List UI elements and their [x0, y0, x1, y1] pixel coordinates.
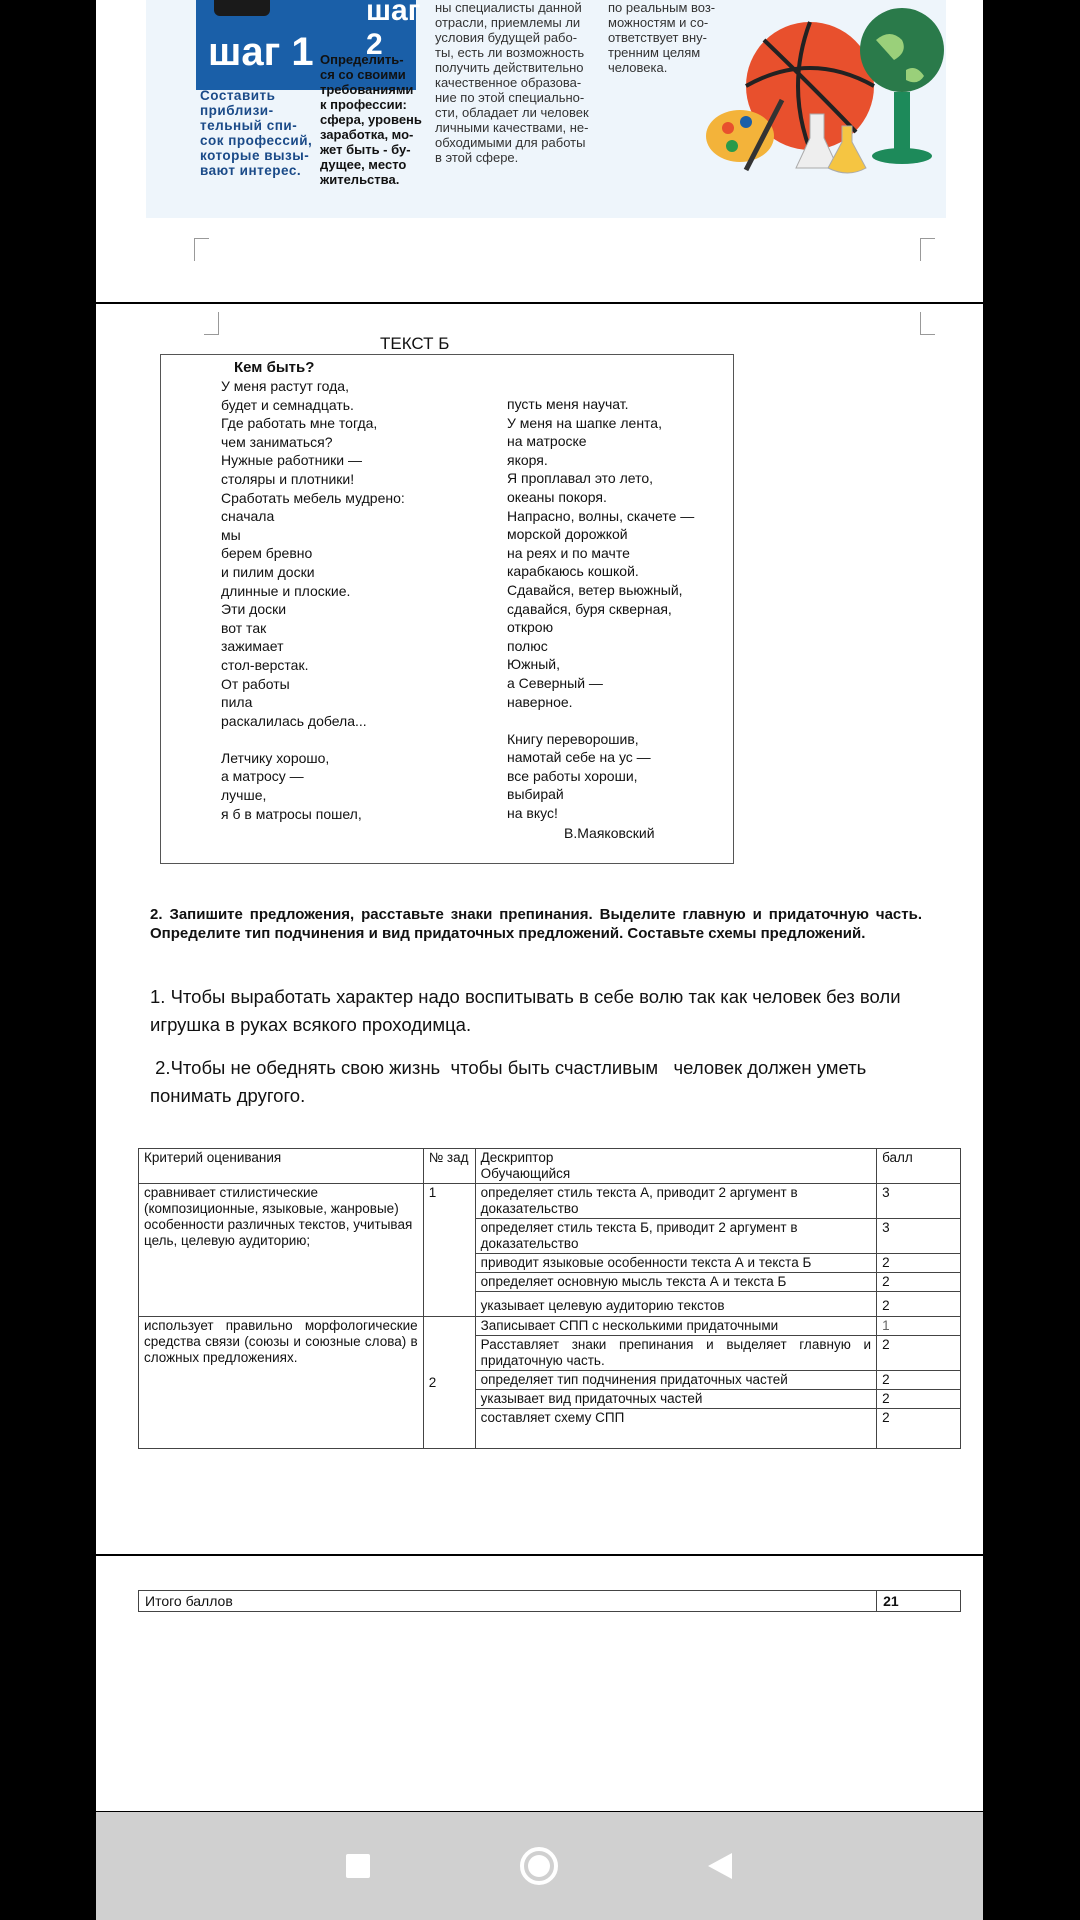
score-cell: 3 [877, 1184, 961, 1219]
recent-apps-button[interactable] [332, 1840, 384, 1892]
total-value: 21 [877, 1591, 961, 1612]
descriptor-cell: составляет схему СПП [475, 1409, 876, 1449]
navigation-bar [96, 1812, 983, 1920]
total-table [138, 1590, 961, 1612]
step-2-icon [214, 0, 270, 16]
step-1-label: шаг 1 [208, 30, 314, 74]
header-descriptor [475, 1149, 876, 1184]
table-row [139, 1184, 961, 1219]
document-page-main [96, 304, 983, 1554]
score-cell: 3 [877, 1219, 961, 1254]
poem-box [160, 354, 734, 864]
score-cell: 2 [877, 1390, 961, 1409]
score-cell: 1 [877, 1317, 961, 1336]
page-corner-mark [194, 238, 209, 261]
banner-column-4: по реальным воз- можностям и со- ответствует вну- тренним целям человека. [608, 0, 716, 75]
back-button[interactable] [694, 1840, 746, 1892]
criteria-table [138, 1148, 961, 1449]
table-header-row [139, 1149, 961, 1184]
step-2-label: шаг 2 [366, 0, 421, 61]
header-score: балл [877, 1149, 961, 1184]
task-number-cell: 1 [423, 1184, 475, 1317]
header-descriptor-title: Дескриптор [480, 1150, 554, 1165]
total-row [139, 1591, 961, 1612]
poem-title: Кем быть? [234, 359, 315, 376]
document-page-bottom [96, 1556, 983, 1811]
poem-column-left: У меня растут года, будет и семнадцать. Где работать мне тогда, чем заниматься? Нужные работники — столяры и плотники! Сработать мебель мудрено: сначала мы берем бревно и пилим доски длинные и плоские. Эти доски вот так зажимает стол-верстак. От работы пила раскалилась добела... Летчику хорошо, а матросу — лучше, я б в матросы пошел, [221, 378, 405, 822]
descriptor-cell: определяет тип подчинения придаточных частей [475, 1371, 876, 1390]
header-num: № зад [423, 1149, 475, 1184]
score-cell: 2 [877, 1336, 961, 1371]
page-corner-mark [204, 312, 219, 335]
score-cell: 2 [877, 1254, 961, 1273]
descriptor-cell: определяет основную мысль текста А и текста Б [475, 1273, 876, 1292]
descriptor-cell: Записывает СПП с несколькими придаточными [475, 1317, 876, 1336]
task-2-sentence-2: 2.Чтобы не обеднять свою жизнь чтобы быть счастливым человек должен уметь понимать другого. [150, 1057, 872, 1106]
table-row [139, 1317, 961, 1336]
total-label: Итого баллов [139, 1591, 877, 1612]
descriptor-cell: указывает целевую аудиторию текстов [475, 1292, 876, 1317]
text-b-heading: ТЕКСТ Б [380, 334, 450, 353]
document-page-top [96, 0, 983, 302]
descriptor-cell: определяет стиль текста Б, приводит 2 аргумент в доказательство [475, 1219, 876, 1254]
score-cell: 2 [877, 1273, 961, 1292]
step-1-requirements: Определить- ся со своими требованиями к профессии: сфера, уровень заработка, мо- жет быть - бу- дущее, место жительства. [320, 52, 422, 187]
score-cell: 2 [877, 1371, 961, 1390]
page-corner-mark [920, 238, 935, 261]
criterion-cell: сравнивает стилистические (композиционные, языковые, жанровые) особенности различных текстов, учитывая цель, целевую аудиторию; [139, 1184, 424, 1317]
descriptor-cell: определяет стиль текста А, приводит 2 аргумент в доказательство [475, 1184, 876, 1219]
poem-author: В.Маяковский [564, 825, 655, 841]
descriptor-cell: указывает вид придаточных частей [475, 1390, 876, 1409]
page-corner-mark [920, 312, 935, 335]
back-icon [704, 1850, 736, 1882]
header-criterion: Критерий оценивания [139, 1149, 424, 1184]
task-2-sentence-1: 1. Чтобы выработать характер надо воспитывать в себе волю так как человек без воли игрушка в руках всякого проходимца. [150, 986, 901, 1035]
descriptor-cell: Расставляет знаки препинания и выделяет главную и придаточную часть. [475, 1336, 876, 1371]
task-number-cell: 2 [423, 1317, 475, 1449]
criterion-cell: использует правильно морфологические средства связи (союзы и союзные слова) в сложных предложениях. [139, 1317, 424, 1449]
score-cell: 2 [877, 1292, 961, 1317]
task-2-heading: 2. Запишите предложения, расставьте знаки препинания. Выделите главную и придаточную часть. Определите тип подчинения и вид придаточных предложений. Составьте схемы предложений. [150, 906, 922, 942]
poem-column-right: пусть меня научат. У меня на шапке лента, на матроске якоря. Я проплавал это лето, океаны покоря. Напрасно, волны, скачете — морской дорожкой на реях и по мачте карабкаюсь кошкой. Сдавайся, ветер вьюжный, сдавайся, буря скверная, открою полюс Южный, а Северный — наверное. Книгу переворошив, намотай себе на ус — все работы хороши, выбирай на вкус! [507, 396, 695, 822]
descriptor-cell: приводит языковые особенности текста А и текста Б [475, 1254, 876, 1273]
step-1-text: Составить приблизи- тельный спи- сок профессий, которые вызы- вают интерес. [200, 88, 313, 178]
home-icon [517, 1844, 561, 1888]
banner-column-3: ны специалисты данной отрасли, приемлемы ли условия будущей рабо- ты, есть ли возможность получить действительно качественное образова- ние по этой специально- сти, обладает ли человек личными качествами, не- обходимыми для работы в этой сфере. [435, 0, 589, 165]
education-illustration [706, 0, 946, 218]
header-descriptor-sub: Обучающийся [480, 1166, 571, 1181]
career-steps-banner [146, 0, 946, 218]
recent-apps-icon [344, 1852, 372, 1880]
home-button[interactable] [513, 1840, 565, 1892]
score-cell: 2 [877, 1409, 961, 1449]
